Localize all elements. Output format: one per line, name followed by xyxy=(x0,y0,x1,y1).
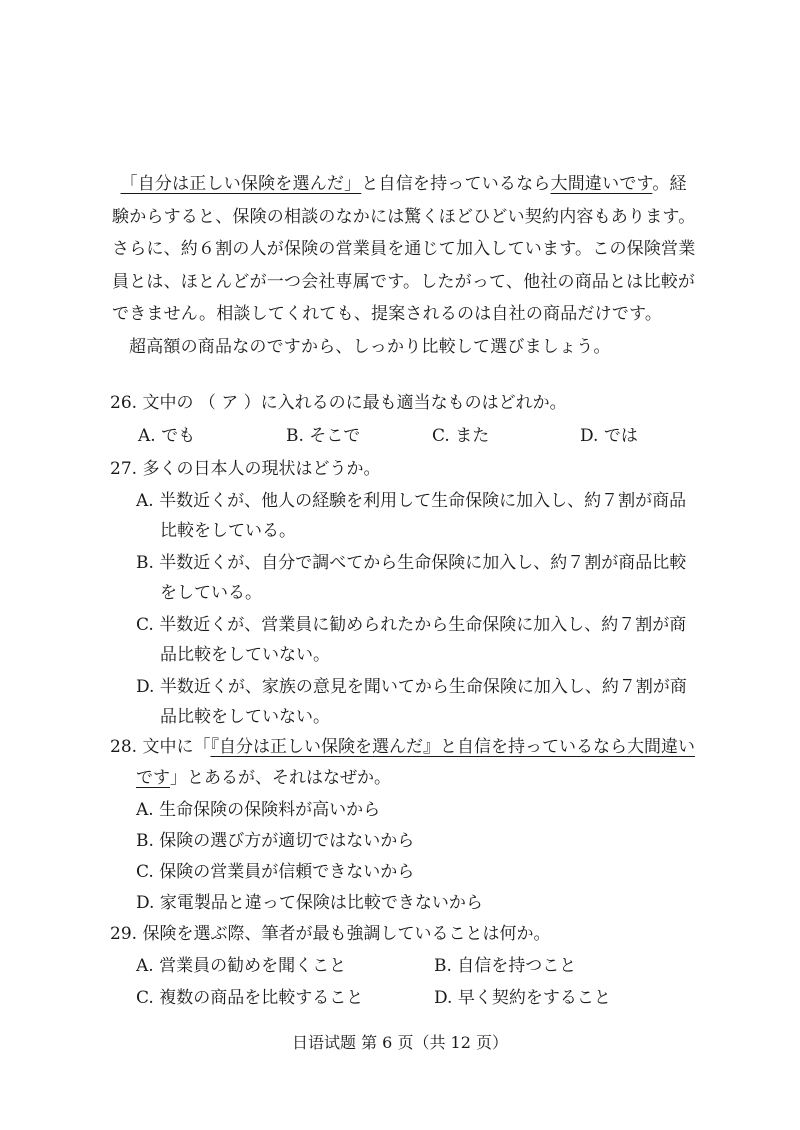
q27-option-a-line1: A. 半数近くが、他人の経験を利用して生命保険に加入し、約７割が商品 xyxy=(136,491,687,511)
q29-option-b: B. 自信を持つこと xyxy=(434,956,577,976)
page-footer: 日语试题 第 6 页（共 12 页） xyxy=(292,1033,508,1052)
reading-passage xyxy=(112,168,697,364)
q29-option-a: A. 営業員の勧めを聞くこと xyxy=(136,956,347,976)
q27-option-a-line2: 比較をしている。 xyxy=(160,521,296,541)
q26-option-d: D. では xyxy=(580,426,638,446)
q26-option-b: B. そこで xyxy=(286,426,361,446)
q27-option-b-line2: をしている。 xyxy=(160,583,262,603)
question-27-stem: 27. 多くの日本人の現状はどうか。 xyxy=(110,459,381,479)
q26-option-c: C. また xyxy=(432,426,490,446)
question-28-stem-line2 xyxy=(136,763,391,788)
q28-post: 」とあるが、それはなぜか。 xyxy=(170,768,391,788)
q29-option-c: C. 複数の商品を比較すること xyxy=(136,988,364,1008)
passage-paragraph-2: 超高額の商品なのですから、しっかり比較して選びましょう。 xyxy=(129,336,611,357)
q27-option-d-line1: D. 半数近くが、家族の意見を聞いてから生命保険に加入し、約７割が商 xyxy=(136,677,687,697)
underlined-phrase: 大間違いです xyxy=(550,174,653,194)
q27-option-c-line2: 品比較をしていない。 xyxy=(160,645,330,665)
q28-option-d: D. 家電製品と違って保険は比較できないから xyxy=(136,893,483,913)
q28-option-b: B. 保険の選び方が適切ではないから xyxy=(136,831,415,851)
quote-phrase: 「自分は正しい保険を選んだ」 xyxy=(120,174,362,194)
q26-option-a: A. でも xyxy=(138,426,196,446)
q28-underlined-quote: 『自分は正しい保険を選んだ』と自信を持っているなら大間違い xyxy=(210,737,695,757)
q28-number: 28. xyxy=(110,737,138,757)
passage-text-mid: と自信を持っているなら xyxy=(361,174,551,194)
q27-option-b-line1: B. 半数近くが、自分で調べてから生命保険に加入し、約７割が商品比較 xyxy=(136,553,687,573)
q28-pre: 文中に「 xyxy=(142,737,211,757)
q29-option-d: D. 早く契約をすること xyxy=(434,988,611,1008)
question-28-stem-line1 xyxy=(110,732,695,757)
passage-paragraph-1 xyxy=(112,168,697,331)
question-26-stem: 26. 文中の （ ア ）に入れるのに最も適当なものはどれか。 xyxy=(110,393,567,413)
question-29-stem: 29. 保険を選ぶ際、筆者が最も強調していることは何か。 xyxy=(110,924,551,944)
passage-text-rest: 。経験からすると、保険の相談のなかには驚くほどひどい契約内容もあります。さらに、約６割の人が保険の営業員を通じて加入しています。この保険営業員とは、ほとんどが一つ会社専属です。したがって、他社の商品とは比較ができません。相談してくれても、提案されるのは自社の商品だけです。 xyxy=(112,174,696,325)
q27-option-d-line2: 品比較をしていない。 xyxy=(160,707,330,727)
q28-underlined-quote-end: です xyxy=(136,768,170,788)
q28-option-c: C. 保険の営業員が信頼できないから xyxy=(136,862,415,882)
q28-option-a: A. 生命保険の保険料が高いから xyxy=(136,800,381,820)
q27-option-c-line1: C. 半数近くが、営業員に勧められたから生命保険に加入し、約７割が商 xyxy=(136,615,687,635)
